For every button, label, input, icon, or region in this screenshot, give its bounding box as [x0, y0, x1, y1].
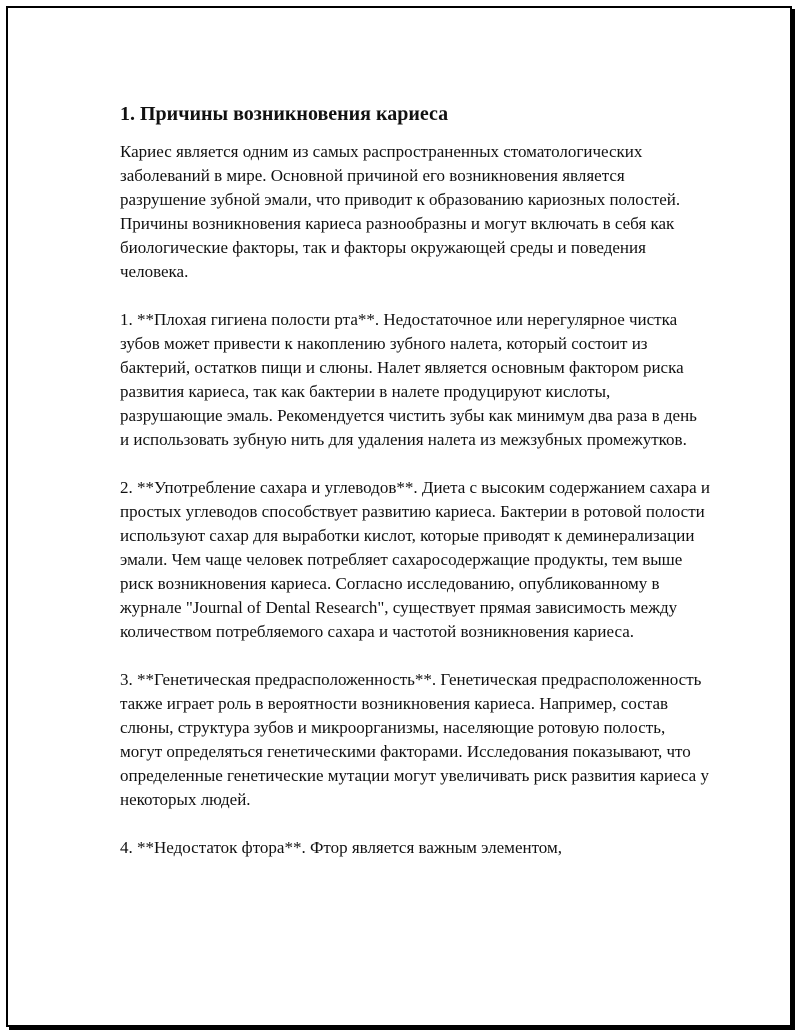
paragraph-fluoride: 4. **Недостаток фтора**. Фтор является важным элементом, — [120, 838, 562, 857]
paragraph-genetics: 3. **Генетическая предрасположенность**. Генетическая предрасположенность также играет роль в вероятности возникновения кариеса. Например, состав слюны, структура зубов и микроорганизмы, населяющие ротовую полость, могут определяться генетическими факторами. Исследования показывают, что определенные генетические мутации могут увеличивать риск развития кариеса у некоторых людей. — [120, 670, 709, 809]
paragraph-intro: Кариес является одним из самых распространенных стоматологических заболеваний в мире. Основной причиной его возникновения является разрушение зубной эмали, что приводит к образованию кариозных полостей. Причины возникновения кариеса разнообразны и могут включать в себя как биологические факторы, так и факторы окружающей среды и поведения человека. — [120, 142, 681, 281]
section-title: 1. Причины возникновения кариеса — [120, 103, 449, 125]
document-page — [6, 6, 792, 1027]
document-content — [120, 100, 710, 884]
paragraph-sugar: 2. **Употребление сахара и углеводов**. Диета с высоким содержанием сахара и простых углеводов способствует развитию кариеса. Бактерии в ротовой полости используют сахар для выработки кислот, которые приводят к деминерализации эмали. Чем чаще человек потребляет сахаросодержащие продукты, тем выше риск возникновения кариеса. Согласно исследованию, опубликованному в журнале "Journal of Dental Research", существует прямая зависимость между количеством потребляемого сахара и частотой возникновения кариеса. — [120, 478, 710, 641]
paragraph-hygiene: 1. **Плохая гигиена полости рта**. Недостаточное или нерегулярное чистка зубов может привести к накоплению зубного налета, который состоит из бактерий, остатков пищи и слюны. Налет является основным фактором риска развития кариеса, так как бактерии в налете продуцируют кислоты, разрушающие эмаль. Рекомендуется чистить зубы как минимум два раза в день и использовать зубную нить для удаления налета из межзубных промежутков. — [120, 310, 697, 449]
